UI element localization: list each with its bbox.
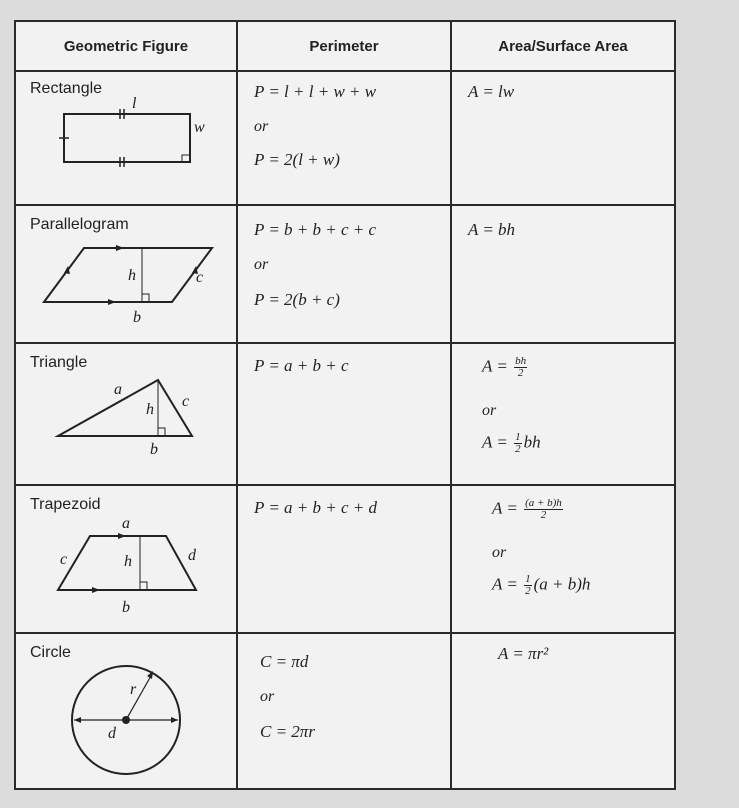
- triangle-diagram: [16, 344, 238, 486]
- label-c: c: [182, 393, 190, 410]
- area-formula: A = πr²: [498, 644, 549, 663]
- label-a: a: [114, 381, 122, 398]
- perimeter-formula: P = a + b + c + d: [254, 498, 378, 517]
- label-a: a: [122, 515, 130, 532]
- label-c: c: [60, 551, 68, 568]
- label-c: c: [196, 269, 204, 286]
- perimeter-formula: P = l + l + w + w: [254, 82, 377, 101]
- area-formula-alt: A = $\frac{1}{2}$ (a + b)h: [492, 573, 591, 597]
- label-h: h: [124, 553, 132, 570]
- rectangle-diagram: [16, 70, 238, 206]
- area-formula-alt: A = $\frac{1}{2}$ bh: [482, 431, 541, 455]
- area-or: or: [482, 402, 497, 419]
- label-b: b: [150, 441, 158, 458]
- perimeter-formula: C = πd: [260, 652, 309, 671]
- header-figure: Geometric Figure: [16, 22, 238, 70]
- label-l: l: [132, 95, 137, 112]
- circle-diagram: [16, 634, 238, 788]
- perimeter-formula-alt: P = 2(l + w): [254, 150, 340, 169]
- figure-name: Circle: [30, 644, 71, 661]
- perimeter-formula-alt: C = 2πr: [260, 722, 315, 741]
- figure-name: Trapezoid: [30, 496, 101, 513]
- area-formula: A = bh: [468, 220, 516, 239]
- label-b: b: [122, 599, 130, 616]
- label-d: d: [108, 725, 116, 742]
- perimeter-formula-alt: P = 2(b + c): [254, 290, 340, 309]
- area-or: or: [492, 544, 507, 561]
- label-h: h: [146, 401, 154, 418]
- row-circle: [16, 634, 674, 788]
- perimeter-formula: P = b + b + c + c: [254, 220, 377, 239]
- figure-name: Rectangle: [30, 80, 103, 97]
- area-formula: A = lw: [468, 82, 515, 101]
- figure-name: Triangle: [30, 354, 88, 371]
- parallelogram-diagram: [16, 206, 238, 344]
- row-rectangle: [16, 70, 674, 206]
- label-d: d: [188, 547, 196, 564]
- label-b: b: [133, 309, 141, 326]
- perimeter-formula: P = a + b + c: [254, 356, 349, 375]
- trapezoid-diagram: [16, 486, 238, 634]
- header-area: Area/Surface Area: [498, 37, 628, 55]
- area-formula: A = $\frac{(a + b)h}{2}$: [492, 497, 562, 521]
- header-perimeter: Perimeter: [238, 22, 452, 70]
- row-triangle: [16, 344, 674, 486]
- figure-name: Parallelogram: [30, 216, 129, 233]
- row-parallelogram: [16, 206, 674, 344]
- label-r: r: [130, 681, 137, 698]
- formula-sheet: [14, 20, 676, 790]
- perimeter-or: or: [254, 256, 269, 273]
- row-trapezoid: [16, 486, 674, 634]
- perimeter-or: or: [260, 688, 275, 705]
- area-formula: A = $\frac{bh}{2}$: [482, 355, 527, 379]
- label-w: w: [194, 119, 205, 136]
- label-h: h: [128, 267, 136, 284]
- perimeter-or: or: [254, 118, 269, 135]
- table-header: [16, 22, 674, 72]
